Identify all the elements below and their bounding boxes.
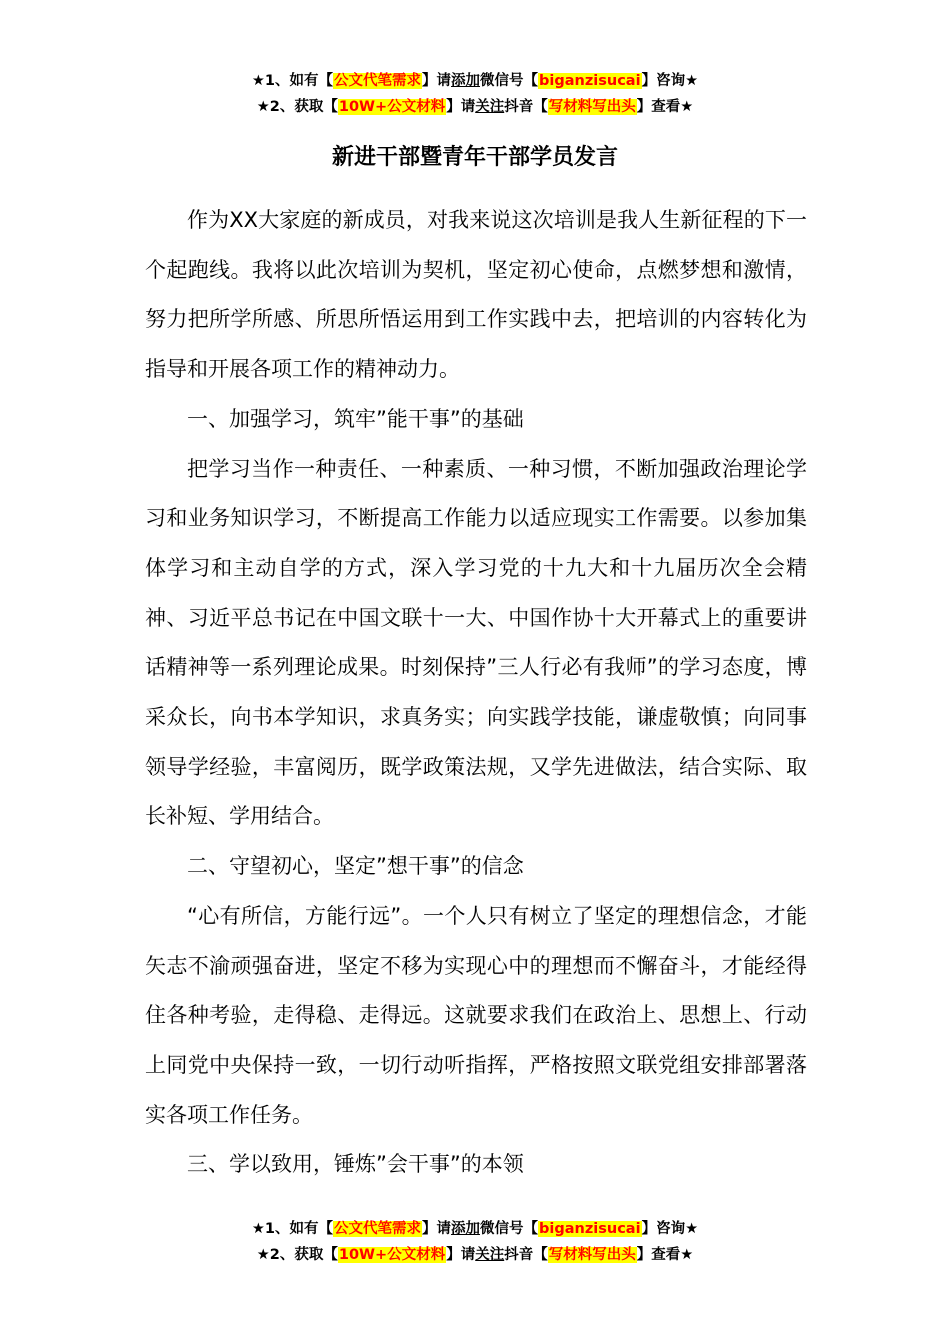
promo-line-1: [0, 68, 950, 94]
document-body: [145, 196, 807, 1190]
promo-text: 】请: [446, 99, 476, 115]
promo-text: 微信号【: [480, 73, 539, 89]
section-heading: 三、学以致用，锤炼”会干事”的本领: [187, 1152, 524, 1177]
paragraph: 作为XX大家庭的新成员，对我来说这次培训是我人生新征程的下一个起跑线。我将以此次培训为契机，坚定初心使命，点燃梦想和激情，努力把所学所感、所思所悟运用到工作实践中去，把培训的内容转化为指导和开展各项工作的精神动力。: [145, 208, 807, 382]
promo-underline: 添加: [451, 73, 481, 89]
promo-text: ★1、如有【: [251, 1221, 334, 1237]
promo-highlight: biganzisucai: [539, 73, 641, 89]
promo-text: 】请: [446, 1247, 476, 1263]
document-title: 新进干部暨青年干部学员发言: [331, 145, 618, 170]
promo-banner-bottom: [0, 1216, 950, 1268]
promo-text: ★2、获取【: [256, 1247, 338, 1263]
promo-highlight: 公文代笔需求: [334, 73, 422, 89]
promo-text: 微信号【: [480, 1221, 539, 1237]
promo-line-1: [0, 1216, 950, 1242]
paragraph: “心有所信，方能行远”。一个人只有树立了坚定的理想信念，才能矢志不渝顽强奋进，坚定不移为实现心中的理想而不懈奋斗，才能经得住各种考验，走得稳、走得远。这就要求我们在政治上、思想上、行动上同党中央保持一致，一切行动听指挥，严格按照文联党组安排部署落实各项工作任务。: [145, 903, 807, 1127]
promo-text: 】查看★: [636, 1247, 694, 1263]
promo-highlight: biganzisucai: [539, 1221, 641, 1237]
promo-underline: 添加: [451, 1221, 481, 1237]
promo-text: ★1、如有【: [251, 73, 334, 89]
promo-text: 抖音【: [504, 1247, 548, 1263]
promo-highlight: 写材料写出头: [548, 99, 636, 115]
promo-text: 】请: [422, 1221, 452, 1237]
promo-text: 】查看★: [636, 99, 694, 115]
promo-highlight: 10W+公文材料: [338, 1247, 446, 1263]
promo-text: 】咨询★: [641, 73, 699, 89]
promo-text: ★2、获取【: [256, 99, 338, 115]
promo-underline: 关注: [475, 1247, 505, 1263]
promo-banner-top: [0, 68, 950, 120]
paragraph: 把学习当作一种责任、一种素质、一种习惯，不断加强政治理论学习和业务知识学习，不断提高工作能力以适应现实工作需要。以参加集体学习和主动自学的方式，深入学习党的十九大和十九届历次全会精神、习近平总书记在中国文联十一大、中国作协十大开幕式上的重要讲话精神等一系列理论成果。时刻保持”三人行必有我师”的学习态度，博采众长，向书本学知识，求真务实；向实践学技能，谦虚敬慎；向同事领导学经验，丰富阅历，既学政策法规，又学先进做法，结合实际、取长补短、学用结合。: [145, 456, 807, 829]
promo-line-2: [0, 1242, 950, 1268]
promo-text: 】咨询★: [641, 1221, 699, 1237]
promo-highlight: 写材料写出头: [548, 1247, 636, 1263]
promo-highlight: 公文代笔需求: [334, 1221, 422, 1237]
section-heading: 二、守望初心，坚定”想干事”的信念: [187, 854, 524, 879]
section-heading: 一、加强学习，筑牢”能干事”的基础: [187, 406, 524, 431]
promo-line-2: [0, 94, 950, 120]
promo-highlight: 10W+公文材料: [338, 99, 446, 115]
promo-underline: 关注: [475, 99, 505, 115]
promo-text: 】请: [422, 73, 452, 89]
promo-text: 抖音【: [504, 99, 548, 115]
